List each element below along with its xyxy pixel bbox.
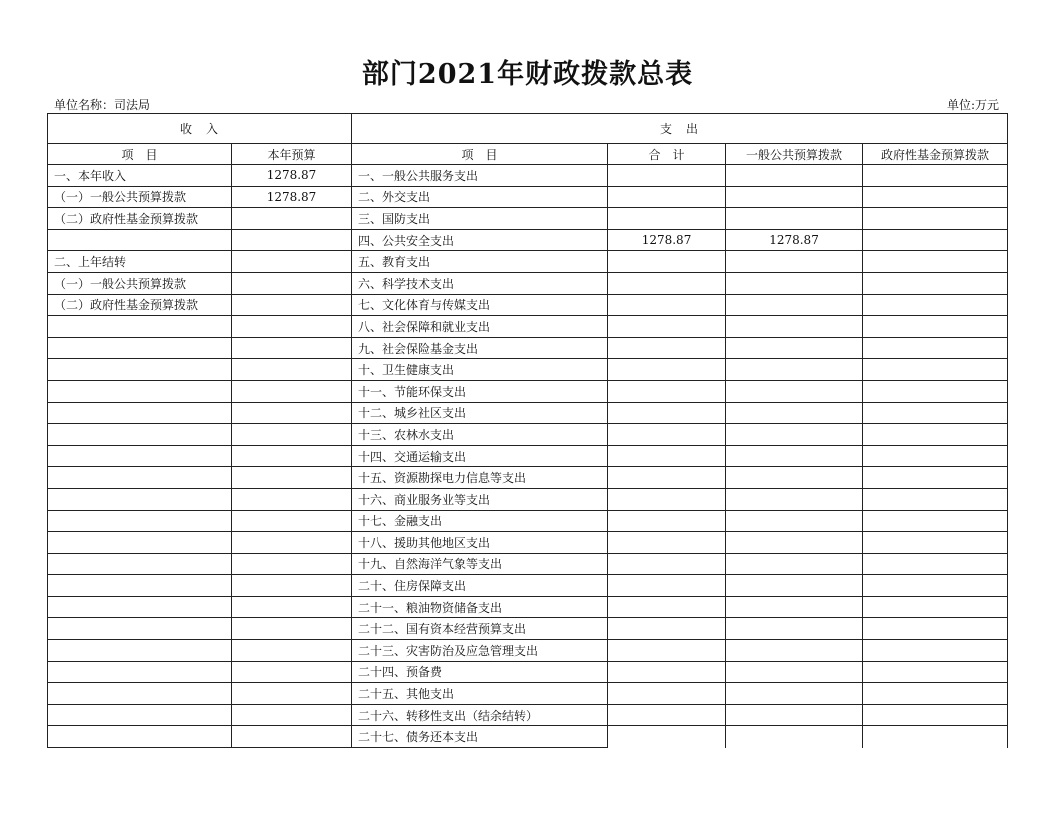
expense-general-cell bbox=[726, 165, 863, 187]
expense-total-cell bbox=[608, 186, 726, 208]
expense-item-cell: 一、一般公共服务支出 bbox=[352, 165, 608, 187]
income-value-cell bbox=[232, 726, 352, 748]
table-row bbox=[48, 424, 1008, 446]
expense-total-cell bbox=[608, 726, 726, 748]
expense-general-cell bbox=[726, 294, 863, 316]
income-item-cell: 一、本年收入 bbox=[48, 165, 232, 187]
expense-item-cell: 十六、商业服务业等支出 bbox=[352, 488, 608, 510]
expense-general-cell bbox=[726, 640, 863, 662]
table-row bbox=[48, 704, 1008, 726]
income-value-cell bbox=[232, 316, 352, 338]
income-item-cell bbox=[48, 337, 232, 359]
header-row-columns bbox=[48, 144, 1008, 165]
expense-total-cell bbox=[608, 618, 726, 640]
table-row bbox=[48, 272, 1008, 294]
header-row-sections bbox=[48, 114, 1008, 144]
expense-fund-cell bbox=[863, 251, 1008, 273]
unit-label: 单位:万元 bbox=[946, 98, 999, 112]
expense-general-cell bbox=[726, 532, 863, 554]
income-value-cell: 1278.87 bbox=[232, 165, 352, 187]
expense-total-header: 合 计 bbox=[608, 144, 726, 165]
expense-item-cell: 四、公共安全支出 bbox=[352, 229, 608, 251]
income-value-cell bbox=[232, 488, 352, 510]
expense-total-cell bbox=[608, 575, 726, 597]
income-value-cell bbox=[232, 359, 352, 381]
expense-fund-cell bbox=[863, 640, 1008, 662]
expense-fund-cell bbox=[863, 575, 1008, 597]
expense-total-cell bbox=[608, 316, 726, 338]
income-value-cell bbox=[232, 704, 352, 726]
expense-general-cell bbox=[726, 359, 863, 381]
income-value-cell bbox=[232, 402, 352, 424]
expense-item-cell: 六、科学技术支出 bbox=[352, 272, 608, 294]
income-value-cell bbox=[232, 640, 352, 662]
expense-general-cell bbox=[726, 208, 863, 230]
table-row bbox=[48, 510, 1008, 532]
expense-item-cell: 十一、节能环保支出 bbox=[352, 380, 608, 402]
expense-fund-cell bbox=[863, 165, 1008, 187]
table-row bbox=[48, 640, 1008, 662]
expense-fund-cell bbox=[863, 445, 1008, 467]
income-value-cell bbox=[232, 424, 352, 446]
expense-general-cell bbox=[726, 510, 863, 532]
expense-total-cell bbox=[608, 337, 726, 359]
table-row bbox=[48, 467, 1008, 489]
page-title: 部门2021年财政拨款总表 bbox=[361, 59, 694, 90]
table-row bbox=[48, 445, 1008, 467]
expense-fund-cell bbox=[863, 510, 1008, 532]
expense-fund-header: 政府性基金预算拨款 bbox=[863, 144, 1008, 165]
table-row bbox=[48, 380, 1008, 402]
expense-general-cell bbox=[726, 272, 863, 294]
expense-total-cell: 1278.87 bbox=[608, 229, 726, 251]
expense-fund-cell bbox=[863, 186, 1008, 208]
expense-fund-cell bbox=[863, 726, 1008, 748]
expense-item-cell: 十三、农林水支出 bbox=[352, 424, 608, 446]
income-value-cell bbox=[232, 683, 352, 705]
income-item-cell bbox=[48, 402, 232, 424]
table-row bbox=[48, 661, 1008, 683]
expense-total-cell bbox=[608, 359, 726, 381]
income-item-cell bbox=[48, 424, 232, 446]
income-value-cell: 1278.87 bbox=[232, 186, 352, 208]
income-item-cell bbox=[48, 553, 232, 575]
expense-general-cell bbox=[726, 402, 863, 424]
expense-general-cell bbox=[726, 575, 863, 597]
income-item-cell bbox=[48, 640, 232, 662]
expense-item-header: 项 目 bbox=[352, 144, 608, 165]
income-item-cell bbox=[48, 596, 232, 618]
income-value-cell bbox=[232, 510, 352, 532]
income-item-cell bbox=[48, 316, 232, 338]
income-item-cell bbox=[48, 445, 232, 467]
expense-general-cell: 1278.87 bbox=[726, 229, 863, 251]
income-value-cell bbox=[232, 596, 352, 618]
income-item-cell: （二）政府性基金预算拨款 bbox=[48, 294, 232, 316]
expense-total-cell bbox=[608, 532, 726, 554]
budget-table-body bbox=[48, 114, 1008, 748]
income-item-cell bbox=[48, 704, 232, 726]
expense-item-cell: 二十三、灾害防治及应急管理支出 bbox=[352, 640, 608, 662]
table-row bbox=[48, 294, 1008, 316]
income-value-cell bbox=[232, 467, 352, 489]
income-value-cell bbox=[232, 553, 352, 575]
income-item-cell: （一）一般公共预算拨款 bbox=[48, 186, 232, 208]
expense-item-cell: 二十四、预备费 bbox=[352, 661, 608, 683]
table-row bbox=[48, 726, 1008, 748]
expense-general-cell bbox=[726, 726, 863, 748]
expense-general-cell bbox=[726, 488, 863, 510]
expense-total-cell bbox=[608, 488, 726, 510]
income-item-cell bbox=[48, 229, 232, 251]
expense-item-cell: 三、国防支出 bbox=[352, 208, 608, 230]
expense-fund-cell bbox=[863, 337, 1008, 359]
expense-total-cell bbox=[608, 467, 726, 489]
expense-total-cell bbox=[608, 380, 726, 402]
expense-item-cell: 八、社会保障和就业支出 bbox=[352, 316, 608, 338]
expense-item-cell: 二十二、国有资本经营预算支出 bbox=[352, 618, 608, 640]
income-item-cell bbox=[48, 532, 232, 554]
income-item-header: 项 目 bbox=[48, 144, 232, 165]
expense-fund-cell bbox=[863, 380, 1008, 402]
income-value-cell bbox=[232, 661, 352, 683]
expense-fund-cell bbox=[863, 424, 1008, 446]
income-value-cell bbox=[232, 575, 352, 597]
income-item-cell: 二、上年结转 bbox=[48, 251, 232, 273]
table-row bbox=[48, 683, 1008, 705]
income-section-header: 收 入 bbox=[48, 114, 352, 144]
expense-item-cell: 二、外交支出 bbox=[352, 186, 608, 208]
expense-item-cell: 二十一、粮油物资储备支出 bbox=[352, 596, 608, 618]
income-item-cell: （一）一般公共预算拨款 bbox=[48, 272, 232, 294]
income-item-cell bbox=[48, 661, 232, 683]
expense-general-cell bbox=[726, 337, 863, 359]
table-row bbox=[48, 553, 1008, 575]
expense-item-cell: 十七、金融支出 bbox=[352, 510, 608, 532]
expense-fund-cell bbox=[863, 553, 1008, 575]
expense-fund-cell bbox=[863, 488, 1008, 510]
expense-fund-cell bbox=[863, 467, 1008, 489]
income-value-cell bbox=[232, 445, 352, 467]
expense-general-cell bbox=[726, 467, 863, 489]
income-item-cell bbox=[48, 618, 232, 640]
expense-item-cell: 二十、住房保障支出 bbox=[352, 575, 608, 597]
table-row bbox=[48, 359, 1008, 381]
income-value-cell bbox=[232, 251, 352, 273]
expense-general-cell bbox=[726, 596, 863, 618]
table-row bbox=[48, 532, 1008, 554]
expense-total-cell bbox=[608, 294, 726, 316]
income-item-cell bbox=[48, 467, 232, 489]
expense-item-cell: 五、教育支出 bbox=[352, 251, 608, 273]
expense-fund-cell bbox=[863, 359, 1008, 381]
expense-fund-cell bbox=[863, 316, 1008, 338]
income-value-cell bbox=[232, 229, 352, 251]
expense-fund-cell bbox=[863, 208, 1008, 230]
expense-total-cell bbox=[608, 424, 726, 446]
expense-general-cell bbox=[726, 661, 863, 683]
income-budget-header: 本年预算 bbox=[232, 144, 352, 165]
income-value-cell bbox=[232, 208, 352, 230]
expense-fund-cell bbox=[863, 704, 1008, 726]
income-item-cell bbox=[48, 510, 232, 532]
table-row bbox=[48, 596, 1008, 618]
expense-fund-cell bbox=[863, 272, 1008, 294]
expense-general-header: 一般公共预算拨款 bbox=[726, 144, 863, 165]
expense-item-cell: 二十五、其他支出 bbox=[352, 683, 608, 705]
table-row bbox=[48, 402, 1008, 424]
table-row bbox=[48, 488, 1008, 510]
expense-total-cell bbox=[608, 272, 726, 294]
expense-item-cell: 二十六、转移性支出（结余结转） bbox=[352, 704, 608, 726]
expense-total-cell bbox=[608, 510, 726, 532]
expense-total-cell bbox=[608, 402, 726, 424]
expense-item-cell: 十四、交通运输支出 bbox=[352, 445, 608, 467]
income-item-cell bbox=[48, 683, 232, 705]
expense-general-cell bbox=[726, 445, 863, 467]
expense-general-cell bbox=[726, 424, 863, 446]
expense-fund-cell bbox=[863, 596, 1008, 618]
unit-name-label: 单位名称：司法局 bbox=[54, 98, 151, 112]
budget-table bbox=[47, 113, 1008, 748]
income-item-cell: （二）政府性基金预算拨款 bbox=[48, 208, 232, 230]
income-value-cell bbox=[232, 294, 352, 316]
table-row bbox=[48, 208, 1008, 230]
income-value-cell bbox=[232, 618, 352, 640]
expense-item-cell: 十二、城乡社区支出 bbox=[352, 402, 608, 424]
income-value-cell bbox=[232, 380, 352, 402]
expense-item-cell: 七、文化体育与传媒支出 bbox=[352, 294, 608, 316]
table-row bbox=[48, 618, 1008, 640]
expense-total-cell bbox=[608, 251, 726, 273]
income-item-cell bbox=[48, 380, 232, 402]
income-item-cell bbox=[48, 359, 232, 381]
table-row bbox=[48, 337, 1008, 359]
expense-total-cell bbox=[608, 165, 726, 187]
income-item-cell bbox=[48, 575, 232, 597]
table-row bbox=[48, 316, 1008, 338]
expense-fund-cell bbox=[863, 618, 1008, 640]
expense-general-cell bbox=[726, 186, 863, 208]
expense-total-cell bbox=[608, 553, 726, 575]
table-row bbox=[48, 186, 1008, 208]
expense-fund-cell bbox=[863, 229, 1008, 251]
expense-total-cell bbox=[608, 661, 726, 683]
expense-general-cell bbox=[726, 704, 863, 726]
expense-general-cell bbox=[726, 553, 863, 575]
expense-item-cell: 十五、资源勘探电力信息等支出 bbox=[352, 467, 608, 489]
expense-general-cell bbox=[726, 683, 863, 705]
expense-item-cell: 十、卫生健康支出 bbox=[352, 359, 608, 381]
expense-fund-cell bbox=[863, 683, 1008, 705]
income-value-cell bbox=[232, 337, 352, 359]
expense-item-cell: 二十七、债务还本支出 bbox=[352, 726, 608, 748]
expense-fund-cell bbox=[863, 532, 1008, 554]
expense-total-cell bbox=[608, 208, 726, 230]
expense-total-cell bbox=[608, 596, 726, 618]
expense-section-header: 支 出 bbox=[352, 114, 1008, 144]
expense-general-cell bbox=[726, 316, 863, 338]
table-row bbox=[48, 229, 1008, 251]
table-row bbox=[48, 165, 1008, 187]
income-item-cell bbox=[48, 488, 232, 510]
income-value-cell bbox=[232, 272, 352, 294]
expense-general-cell bbox=[726, 380, 863, 402]
expense-total-cell bbox=[608, 640, 726, 662]
income-item-cell bbox=[48, 726, 232, 748]
expense-fund-cell bbox=[863, 661, 1008, 683]
table-row bbox=[48, 575, 1008, 597]
income-value-cell bbox=[232, 532, 352, 554]
expense-general-cell bbox=[726, 251, 863, 273]
expense-general-cell bbox=[726, 618, 863, 640]
expense-fund-cell bbox=[863, 294, 1008, 316]
expense-total-cell bbox=[608, 445, 726, 467]
expense-total-cell bbox=[608, 704, 726, 726]
expense-item-cell: 九、社会保险基金支出 bbox=[352, 337, 608, 359]
expense-item-cell: 十九、自然海洋气象等支出 bbox=[352, 553, 608, 575]
expense-fund-cell bbox=[863, 402, 1008, 424]
expense-total-cell bbox=[608, 683, 726, 705]
table-row bbox=[48, 251, 1008, 273]
expense-item-cell: 十八、援助其他地区支出 bbox=[352, 532, 608, 554]
